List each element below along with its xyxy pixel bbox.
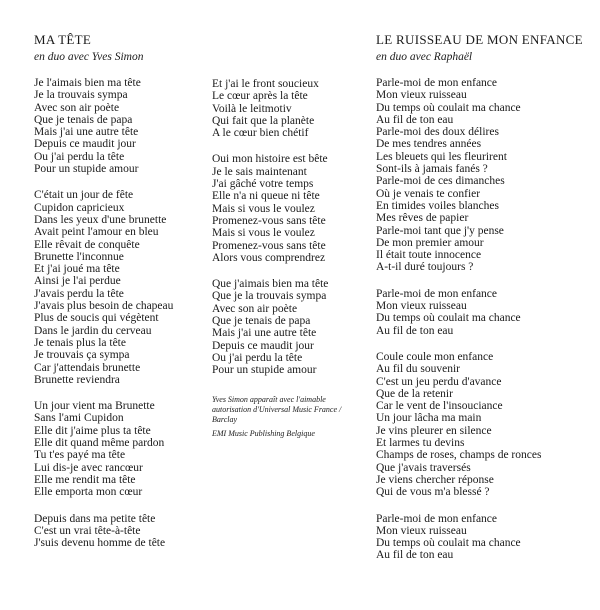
lyric-line: Mes rêves de papier (376, 212, 469, 225)
lyric-line: Sont-ils à jamais fanés ? (376, 163, 488, 176)
lyric-line: J'ai gâché votre temps (212, 178, 314, 191)
lyric-line: Parle-moi de ces dimanches (376, 175, 505, 188)
lyric-line: Elle dit quand même pardon (34, 437, 165, 450)
credit-line: Barclay (212, 414, 238, 424)
lyric-line: Que je tenais de papa (212, 315, 311, 328)
lyric-line: Que de la retenir (376, 387, 453, 400)
lyric-line: En timides voiles blanches (376, 199, 499, 212)
lyric-line: Je la trouvais sympa (34, 89, 128, 102)
lyric-line: Je le sais maintenant (212, 165, 307, 178)
lyric-line: Ou j'ai perdu la tête (212, 351, 303, 364)
lyric-line: Brunette l'inconnue (34, 250, 124, 263)
lyric-line: Que je la trouvais sympa (212, 290, 327, 303)
lyric-line: J'suis devenu homme de tête (34, 537, 166, 550)
lyric-line: Je tenais plus la tête (34, 336, 126, 349)
lyric-line: Oui mon histoire est bête (212, 153, 328, 166)
lyric-line: Il était toute innocence (376, 249, 482, 262)
lyric-line: Que j'avais traversés (376, 461, 471, 474)
lyric-line: Dans le jardin du cerveau (34, 324, 152, 337)
lyric-line: Que j'aimais bien ma tête (212, 278, 329, 291)
stanza (34, 77, 204, 175)
song1-stanzas-left (34, 77, 204, 549)
song2-title: LE RUISSEAU DE MON ENFANCE (376, 32, 583, 47)
stanza (212, 278, 362, 376)
lyric-line: Qui fait que la planète (212, 114, 315, 127)
lyric-line: Coule coule mon enfance (376, 350, 494, 363)
lyric-line: Mon vieux ruisseau (376, 524, 467, 537)
stanza (212, 153, 362, 264)
lyric-line: Je l'aimais bien ma tête (34, 77, 141, 89)
lyric-line: Promenez-vous sans tête (212, 214, 326, 227)
lyric-line: Et j'ai joué ma tête (34, 263, 120, 276)
lyric-line: A le cœur bien chétif (212, 127, 309, 140)
lyric-line: Car j'attendais brunette (34, 361, 141, 374)
publisher-credit: EMI Music Publishing Belgique (212, 428, 315, 438)
song1-stanzas-right (212, 78, 362, 377)
stanza (34, 513, 204, 550)
lyric-line: Parle-moi tant que j'y pense (376, 224, 504, 237)
lyric-line: C'était un jour de fête (34, 189, 134, 202)
song1-credits (212, 395, 362, 439)
lyric-line: Voilà le leitmotiv (212, 102, 292, 115)
lyric-line: Tu t'es payé ma tête (34, 449, 126, 462)
lyric-line: Pour un stupide amour (212, 364, 317, 377)
song1-column-left (34, 32, 204, 563)
lyric-line: Cupidon capricieux (34, 201, 125, 214)
lyric-line: Les bleuets qui les fleurirent (376, 150, 507, 163)
stanza (376, 288, 586, 337)
lyric-line: Mais si vous le voulez (212, 202, 315, 215)
lyric-line: Car le vent de l'insouciance (376, 400, 503, 413)
stanza (34, 189, 204, 386)
lyric-line: Dans les yeux d'une brunette (34, 213, 167, 226)
lyric-line: Le cœur après la tête (212, 90, 308, 103)
credit-line: Yves Simon apparaît avec l'aimable (212, 394, 326, 404)
lyric-line: Et j'ai le front soucieux (212, 78, 319, 90)
lyric-line: J'avais perdu la tête (34, 287, 124, 300)
lyric-line: Mon vieux ruisseau (376, 89, 467, 102)
lyric-line: Où je venais te confier (376, 187, 481, 200)
lyric-line: Et larmes tu devins (376, 437, 465, 450)
lyric-line: De mon premier amour (376, 236, 484, 249)
lyric-line: Plus de soucis qui végètent (34, 312, 159, 325)
lyric-line: Parle-moi de mon enfance (376, 77, 498, 89)
lyric-line: Sans l'ami Cupidon (34, 412, 124, 425)
lyric-line: J'avais plus besoin de chapeau (34, 300, 174, 313)
lyric-line: Que je tenais de papa (34, 113, 133, 126)
lyric-line: Parle-moi des doux délires (376, 126, 499, 139)
stanza (376, 77, 586, 274)
stanza (212, 78, 362, 139)
lyric-line: Avec son air poète (212, 302, 298, 315)
lyric-line: Mon vieux ruisseau (376, 300, 467, 313)
lyric-line: Elle rêvait de conquête (34, 238, 140, 251)
lyric-line: Un jour vient ma Brunette (34, 400, 155, 413)
lyric-line: Brunette reviendra (34, 373, 120, 386)
lyric-line: Elle n'a ni queue ni tête (212, 190, 320, 203)
lyric-line: Du temps où coulait ma chance (376, 537, 521, 550)
stanza (34, 400, 204, 498)
lyric-line: Alors vous comprendrez (212, 251, 326, 264)
lyric-line: Depuis ce maudit jour (212, 339, 314, 352)
lyric-line: Au fil de ton eau (376, 549, 454, 562)
lyric-line: Depuis dans ma petite tête (34, 512, 156, 525)
lyric-line: Au fil du souvenir (376, 363, 461, 376)
lyric-line: Elle me rendit ma tête (34, 473, 136, 486)
lyric-line: Qui de vous m'a blessé ? (376, 486, 490, 499)
credit-line: autorisation d'Universal Music France / (212, 404, 342, 414)
song1-title: MA TÊTE (34, 32, 92, 47)
lyric-line: Ainsi je l'ai perdue (34, 275, 121, 288)
lyric-line: Mais si vous le voulez (212, 227, 315, 240)
stanza (376, 351, 586, 499)
lyric-line: Elle dit j'aime plus ta tête (34, 424, 151, 437)
lyric-line: Mais j'ai une autre tête (34, 126, 139, 139)
song2-column (376, 32, 586, 576)
lyric-line: Avec son air poète (34, 101, 120, 114)
song1-column-right (212, 78, 362, 439)
lyric-line: Promenez-vous sans tête (212, 239, 326, 252)
lyric-line: Au fil de ton eau (376, 324, 454, 337)
lyric-line: Je viens chercher réponse (376, 473, 494, 486)
song2-subtitle: en duo avec Raphaël (376, 51, 473, 63)
lyric-line: Je vins pleurer en silence (376, 424, 492, 437)
lyric-line: Un jour lâcha ma main (376, 412, 482, 425)
lyric-line: Pour un stupide amour (34, 163, 139, 176)
lyric-line: De mes tendres années (376, 138, 482, 151)
lyric-line: Je trouvais ça sympa (34, 349, 130, 362)
lyric-line: Parle-moi de mon enfance (376, 287, 498, 300)
lyric-line: Du temps où coulait ma chance (376, 312, 521, 325)
song2-stanzas (376, 77, 586, 562)
lyric-line: C'est un vrai tête-à-tête (34, 524, 141, 537)
lyric-line: Lui dis-je avec rancœur (34, 461, 143, 474)
stanza (376, 513, 586, 562)
song1-subtitle: en duo avec Yves Simon (34, 51, 144, 63)
lyric-line: Mais j'ai une autre tête (212, 327, 317, 340)
lyric-line: Du temps où coulait ma chance (376, 101, 521, 114)
lyric-line: Elle emporta mon cœur (34, 486, 143, 499)
lyric-line: A-t-il duré toujours ? (376, 261, 474, 274)
lyric-line: Depuis ce maudit jour (34, 138, 136, 151)
lyric-line: C'est un jeu perdu d'avance (376, 375, 502, 388)
lyric-line: Champs de roses, champs de ronces (376, 449, 542, 462)
lyric-line: Avait peint l'amour en bleu (34, 226, 159, 239)
lyric-line: Au fil de ton eau (376, 113, 454, 126)
lyric-line: Parle-moi de mon enfance (376, 512, 498, 525)
lyric-line: Ou j'ai perdu la tête (34, 150, 125, 163)
